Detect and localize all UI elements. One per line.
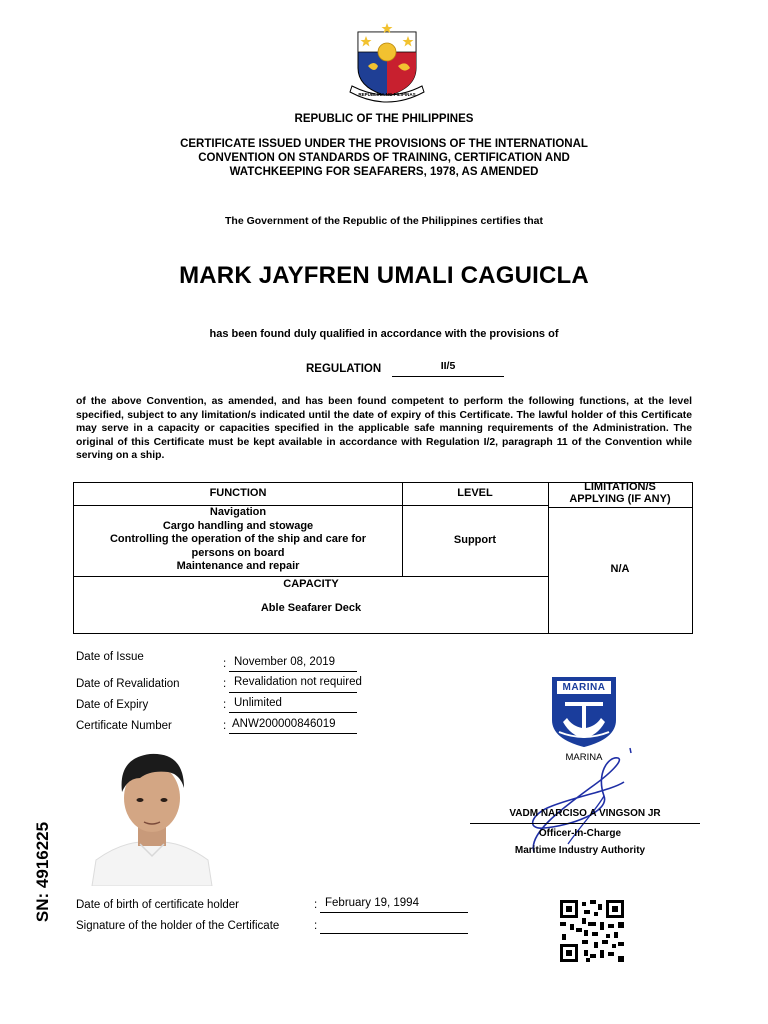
serial-number: SN: 4916225 [33, 821, 52, 923]
separator: : [314, 899, 318, 911]
signatory-role: Officer-In-Charge [538, 828, 622, 839]
certificate-heading-line-2: CONVENTION ON STANDARDS OF TRAINING, CERTIFICATION AND [198, 152, 570, 164]
signatory-organization: Maritime Industry Authority [514, 845, 646, 856]
marina-logo [551, 676, 617, 748]
date-of-expiry-underline [229, 712, 357, 713]
certificate-heading-line-3: WATCHKEEPING FOR SEAFARERS, 1978, AS AMENDED [229, 166, 539, 178]
holder-name: MARK JAYFREN UMALI CAGUICLA [179, 262, 589, 289]
holder-photo [88, 748, 216, 886]
signatory-line [470, 823, 700, 824]
holder-signature-line [320, 933, 468, 934]
certificate-heading [0, 137, 768, 179]
date-of-revalidation-value: Revalidation not required [234, 676, 362, 688]
separator: : [314, 920, 318, 932]
date-of-expiry-value: Unlimited [234, 697, 282, 709]
function-item: Maintenance and repair [176, 560, 300, 572]
separator: : [223, 658, 227, 670]
qualified-text: has been found duly qualified in accordance with the provisions of [209, 328, 559, 340]
certificate-number-value: ANW200000846019 [232, 718, 336, 730]
function-header: FUNCTION [209, 487, 267, 499]
certificate-heading-line-1: CERTIFICATE ISSUED UNDER THE PROVISIONS OF THE INTERNATIONAL [180, 138, 588, 150]
date-of-revalidation-label: Date of Revalidation [76, 678, 180, 690]
level-header: LEVEL [457, 487, 493, 499]
functions-table [73, 482, 693, 634]
regulation-value: II/5 [440, 360, 456, 372]
table-divider [548, 483, 549, 633]
separator: : [223, 678, 227, 690]
certificate-number-underline [229, 733, 357, 734]
government-certifies-text: The Government of the Republic of the Philippines certifies that [225, 215, 543, 227]
marina-logo-text: MARINA [562, 682, 606, 693]
date-of-revalidation-underline [229, 692, 357, 693]
limitation-header-line-1: LIMITATION/S [584, 481, 656, 493]
limitation-value: N/A [610, 563, 630, 575]
date-of-expiry-label: Date of Expiry [76, 699, 149, 711]
certificate-number-label: Certificate Number [76, 720, 172, 732]
level-value: Support [453, 534, 497, 546]
date-of-issue-label: Date of Issue [76, 651, 144, 663]
signatory-name: VADM NARCISO A VINGSON JR [509, 808, 661, 819]
table-divider [74, 576, 548, 577]
table-divider [548, 507, 692, 508]
date-of-birth-label: Date of birth of certificate holder [76, 899, 239, 911]
date-of-birth-underline [320, 912, 468, 913]
regulation-underline [392, 376, 504, 377]
convention-paragraph: of the above Convention, as amended, and has been found competent to perform the following functions, at the level specified, subject to any limitation/s indicated until the date of expiry of this Certificate. The lawful holder of this Certificate may serve in a capacity or capacities specified in the applicable safe manning requirements of the Administration. The original of this Certificate must be kept available in accordance with Regulation I/2, paragraph 11 of the Convention while serving on a ship. [76, 396, 692, 462]
function-item: Controlling the operation of the ship and care for [109, 533, 367, 545]
holder-signature-label: Signature of the holder of the Certificate [76, 920, 280, 932]
date-of-birth-value: February 19, 1994 [325, 897, 419, 909]
republic-heading: REPUBLIC OF THE PHILIPPINES [294, 113, 474, 125]
date-of-issue-underline [229, 671, 357, 672]
function-item: Cargo handling and stowage [162, 519, 314, 532]
separator: : [223, 699, 227, 711]
regulation-label: REGULATION [306, 363, 382, 375]
coat-of-arms-seal [344, 22, 430, 108]
limitation-header [548, 481, 692, 505]
marina-caption: MARINA [565, 752, 603, 763]
function-item: Navigation [209, 506, 267, 518]
qr-code [560, 900, 624, 962]
separator: : [223, 720, 227, 732]
limitation-header-line-2: APPLYING (IF ANY) [569, 493, 671, 505]
capacity-value: Able Seafarer Deck [260, 602, 362, 614]
capacity-label: CAPACITY [283, 578, 339, 590]
functions-list [74, 506, 402, 574]
date-of-issue-value: November 08, 2019 [234, 656, 336, 668]
function-item: persons on board [191, 546, 285, 559]
seal-ribbon-text: REPUBLIKA NG PILIPINAS [358, 92, 416, 97]
